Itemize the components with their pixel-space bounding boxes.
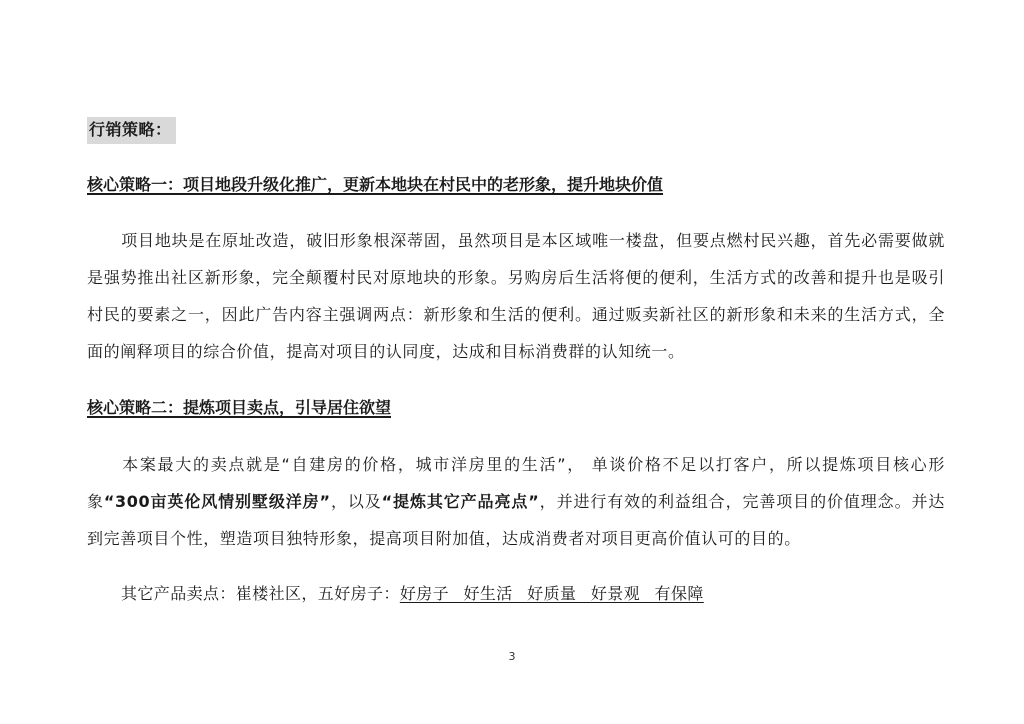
strategy-two-title: 核心策略二：提炼项目卖点，引导居住欲望: [87, 398, 392, 417]
strategy-two-body-part3: ，并进行有效的利益组合，完善项目的价值理念。并达到完善项目个性，塑造项目独特形象，提高项目附加值，达成消费者对项目更高价值认可的目的。: [87, 492, 945, 548]
other-features-items: 好房子 好生活 好质量 好景观 有保障: [399, 584, 704, 603]
strategy-two-body-part2: ，以及: [330, 492, 382, 511]
strategy-two-bold-phrase1: “300亩英伦风情别墅级洋房”: [103, 492, 331, 511]
strategy-two-bold-phrase2: “提炼其它产品亮点”: [381, 492, 540, 511]
strategy-two-body-part1: 本案最大的卖点就是“自建房的价格，城市洋房里的生活”， 单谈价格不足以打客户，所以提炼项目核心形象: [87, 455, 945, 511]
strategy-one-body: 项目地块是在原址改造，破旧形象根深蒂固，虽然项目是本区域唯一楼盘，但要点燃村民兴趣，首先必需要做就是强势推出社区新形象，完全颠覆村民对原地块的形象。另购房后生活将便的便利，生活方式的改善和提升也是吸引村民的要素之一，因此广告内容主强调两点：新形象和生活的便利。通过贩卖新社区的新形象和未来的生活方式，全面的阐释项目的综合价值，提高对项目的认同度，达成和目标消费群的认知统一。: [87, 231, 945, 361]
other-features-line: [121, 582, 704, 606]
strategy-one-title: 核心策略一：项目地段升级化推广，更新本地块在村民中的老形象，提升地块价值: [87, 175, 664, 194]
section-heading: 行销策略：: [87, 117, 176, 144]
strategy-two-paragraph: [87, 446, 945, 557]
strategy-one-paragraph: [87, 222, 945, 370]
page-number: 3: [508, 650, 516, 663]
other-features-label: 其它产品卖点：崔楼社区，五好房子：: [121, 584, 400, 603]
